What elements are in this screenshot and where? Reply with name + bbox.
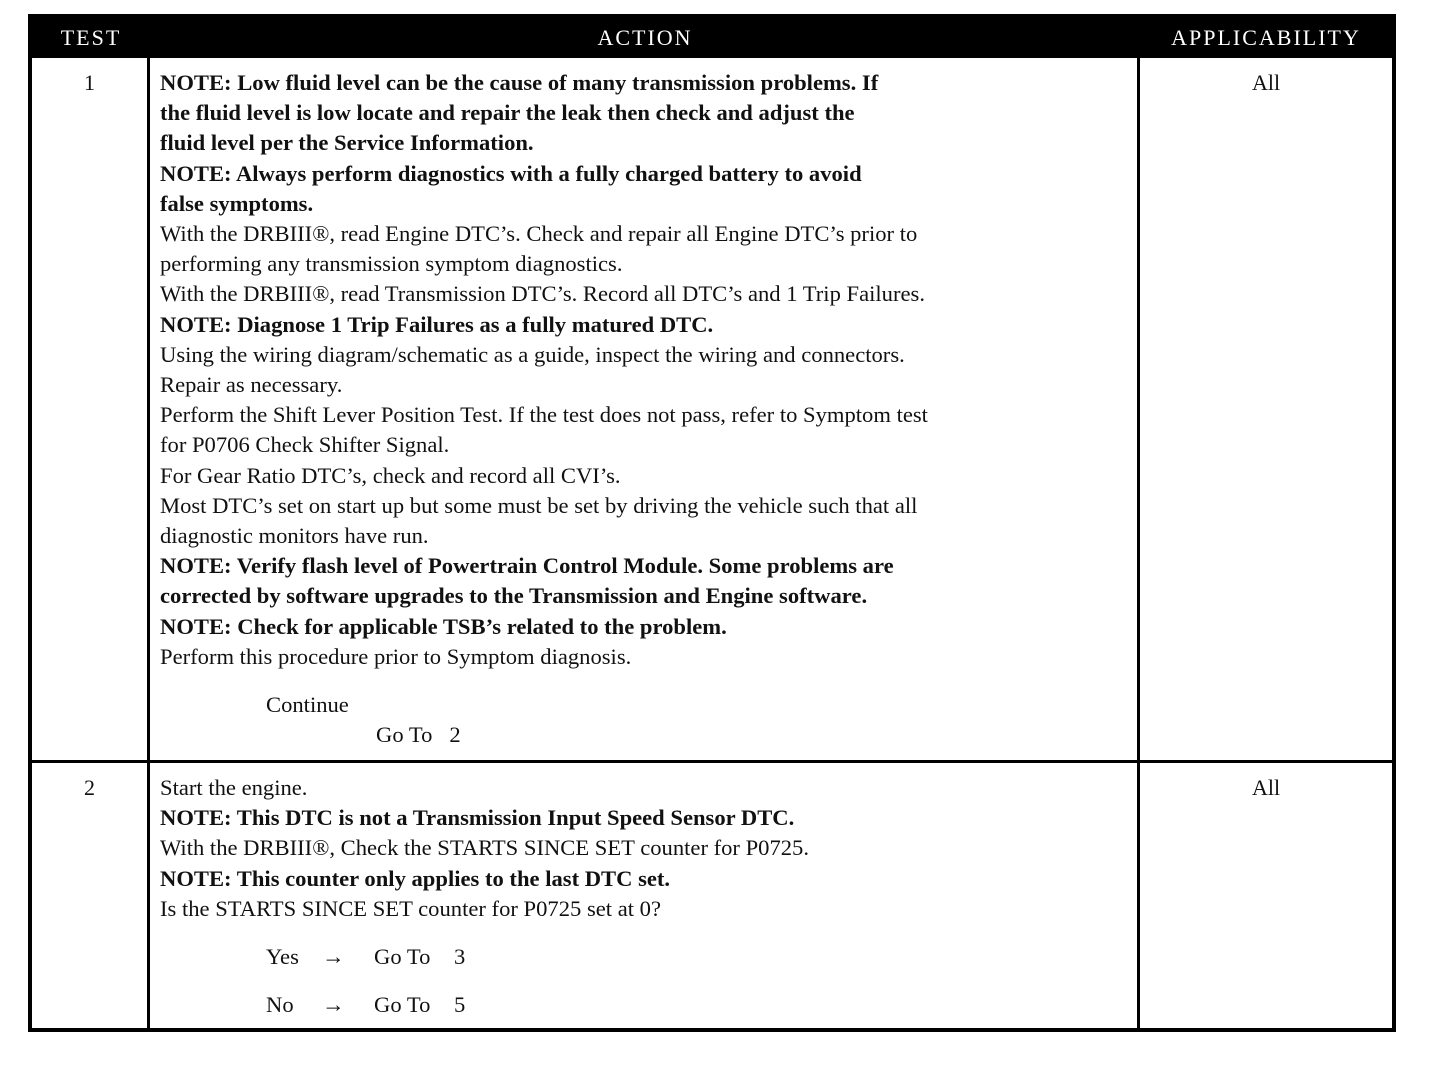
note-line: the fluid level is low locate and repair the leak then check and adjust the (160, 100, 855, 126)
header-applicability: APPLICABILITY (1171, 25, 1361, 50)
instruction-line: With the DRBIII®, Check the STARTS SINCE SET counter for P0725. (160, 835, 810, 861)
instruction-line: diagnostic monitors have run. (160, 523, 429, 549)
action-cell (150, 58, 1140, 760)
instruction-line: Perform the Shift Lever Position Test. If the test does not pass, refer to Symptom test (160, 402, 928, 428)
instruction-line: For Gear Ratio DTC’s, check and record all CVI’s. (160, 462, 621, 488)
action-text (160, 68, 1129, 672)
table-header (32, 18, 1392, 58)
choice-label: No (266, 992, 294, 1018)
test-number: 1 (32, 58, 150, 760)
note-line: NOTE: Diagnose 1 Trip Failures as a fully matured DTC. (160, 311, 714, 337)
note-line: false symptoms. (160, 190, 314, 216)
arrow-right-icon: → (322, 944, 345, 970)
test-number: 2 (32, 763, 150, 1032)
instruction-line: Repair as necessary. (160, 372, 343, 398)
header-test: TEST (60, 25, 122, 50)
goto-label: Go To (374, 944, 431, 970)
goto-step: Go To 2 (376, 722, 461, 748)
note-line: NOTE: Check for applicable TSB’s related to the problem. (160, 613, 727, 639)
instruction-line: With the DRBIII®, read Transmission DTC’s. Record all DTC’s and 1 Trip Failures. (160, 281, 925, 307)
header-action: ACTION (597, 25, 693, 50)
instruction-line: With the DRBIII®, read Engine DTC’s. Check and repair all Engine DTC’s prior to (160, 221, 918, 247)
arrow-right-icon: → (322, 992, 345, 1018)
note-line: NOTE: This counter only applies to the last DTC set. (160, 865, 671, 891)
instruction-line: Perform this procedure prior to Symptom diagnosis. (160, 643, 632, 669)
goto-label: Go To (374, 992, 431, 1018)
instruction-line: Using the wiring diagram/schematic as a guide, inspect the wiring and connectors. (160, 341, 905, 367)
applicability: All (1251, 775, 1281, 800)
note-line: corrected by software upgrades to the Transmission and Engine software. (160, 583, 868, 609)
note-line: NOTE: Always perform diagnostics with a fully charged battery to avoid (160, 160, 862, 186)
note-line: NOTE: Verify flash level of Powertrain Control Module. Some problems are (160, 553, 894, 579)
instruction-line: Is the STARTS SINCE SET counter for P0725 set at 0? (160, 895, 661, 921)
instruction-line: performing any transmission symptom diagnostics. (160, 251, 623, 277)
goto-target: 5 (454, 992, 466, 1018)
applicability: All (1251, 70, 1281, 95)
instruction-line: for P0706 Check Shifter Signal. (160, 432, 450, 458)
choice-yes (266, 942, 1129, 972)
goto-target: 3 (454, 944, 466, 970)
note-line: NOTE: Low fluid level can be the cause of many transmission problems. If (160, 70, 879, 95)
note-line: NOTE: This DTC is not a Transmission Input Speed Sensor DTC. (160, 805, 795, 831)
action-text (160, 773, 1129, 924)
action-cell (150, 763, 1140, 1032)
note-line: fluid level per the Service Information. (160, 130, 534, 156)
diagnostic-table (28, 14, 1396, 1032)
choice-no (266, 990, 1129, 1020)
table-row (32, 763, 1392, 1032)
instruction-line: Start the engine. (160, 775, 308, 800)
continue-label: Continue (266, 692, 349, 718)
instruction-line: Most DTC’s set on start up but some must be set by driving the vehicle such that all (160, 492, 918, 518)
choice-label: Yes (266, 944, 299, 970)
table-row (32, 58, 1392, 763)
